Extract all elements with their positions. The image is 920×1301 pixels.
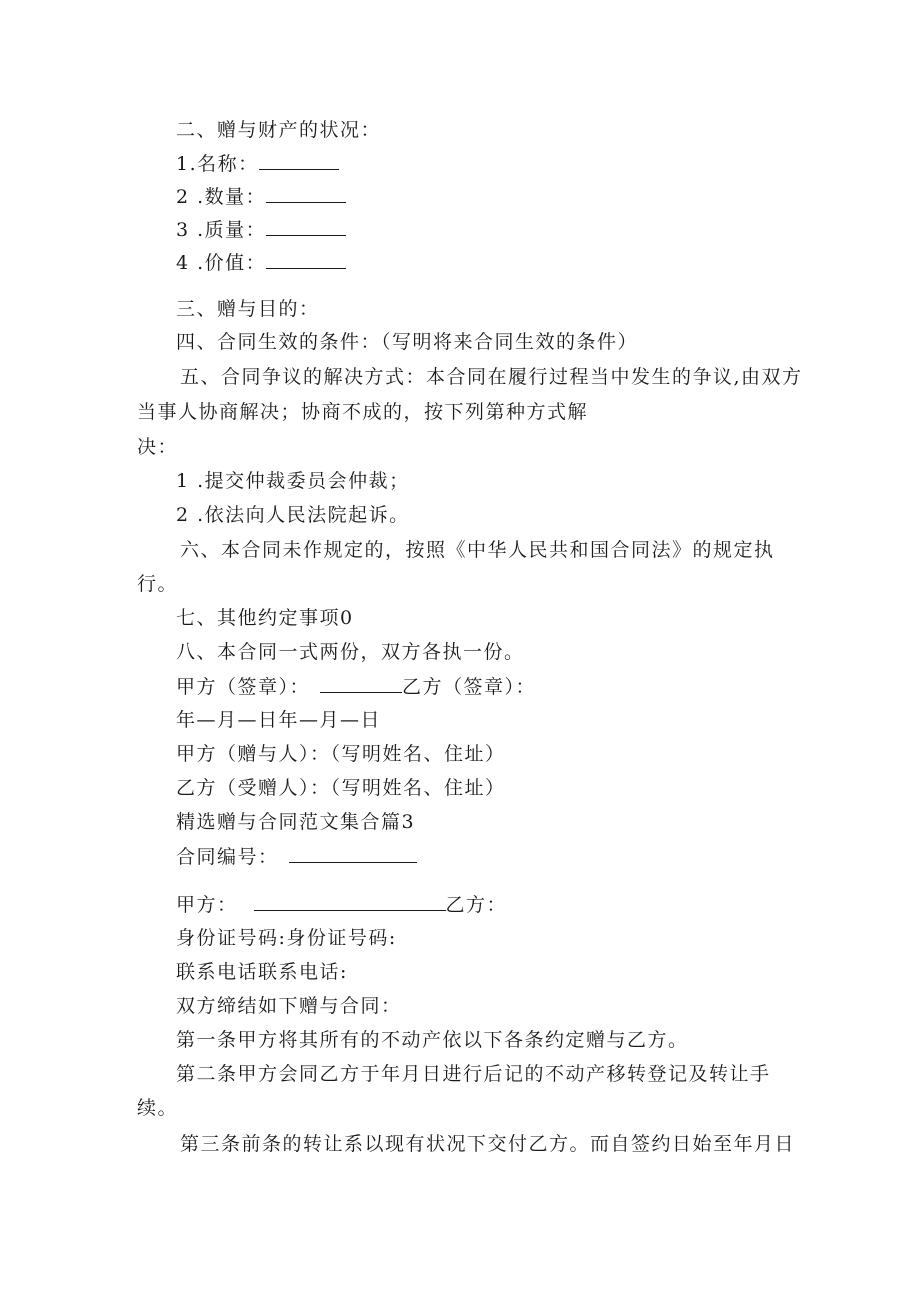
section-6-line-1: 六、本合同未作规定的，按照《中华人民共和国合同法》的规定执 [180,539,775,561]
section-4-title: 四、合同生效的条件：（写明将来合同生效的条件） [176,331,639,353]
property-quantity-row [176,183,346,210]
id-number-line: 身份证号码:身份证号码: [176,927,397,949]
property-name-row [176,150,339,177]
section-7-title: 七、其他约定事项0 [176,607,354,629]
property-name-label: 1.名称： [176,153,259,175]
property-quantity-blank [266,183,346,203]
article-2-line-2: 续。 [137,1097,179,1119]
contract-number-label: 合同编号： [176,846,279,868]
section-5-line-2: 当事人协商解决；协商不成的，按下列第种方式解 [137,401,589,423]
property-quality-row [176,216,346,243]
party-a-blank [254,891,446,911]
section-5-line-3: 决： [137,436,179,458]
section-5-line-1: 五、合同争议的解决方式：本合同在履行过程当中发生的争议,由双方 [180,366,803,388]
contract-number-row [176,843,417,870]
property-quantity-label: 2 .数量： [176,186,267,208]
parties-row [176,891,507,918]
article-3: 第三条前条的转让系以现有状况下交付乙方。而自签约日始至年月日 [180,1133,796,1155]
article-1: 第一条甲方将其所有的不动产依以下各条约定赠与乙方。 [176,1029,689,1051]
party-a-seal-blank [320,673,402,693]
section-6-line-2: 行。 [137,573,179,595]
property-value-blank [266,249,346,269]
party-a-label: 甲方： [176,894,238,916]
dispute-option-2: 2 .依法向人民法院起诉。 [176,504,410,526]
property-quality-label: 3 .质量： [176,219,267,241]
signature-dates: 年—月—日年—月—日 [176,709,382,731]
donor-line: 甲方（赠与人）：（写明姓名、住址） [176,743,506,765]
dispute-option-1: 1 .提交仲裁委员会仲裁； [176,470,410,492]
phone-line: 联系电话联系电话: [176,961,348,983]
signature-row [176,673,536,700]
contract-number-blank [289,843,417,863]
section-2-title: 二、赠与财产的状况： [176,119,382,141]
contract-3-title: 精选赠与合同范文集合篇3 [176,811,416,833]
party-a-seal-label: 甲方（签章）： [176,676,311,698]
property-value-label: 4 .价值： [176,252,267,274]
donee-line: 乙方（受赠人）：（写明姓名、住址） [176,777,506,799]
section-3-title: 三、赠与目的： [176,298,320,320]
contract-intro: 双方缔结如下赠与合同： [176,995,402,1017]
article-2-line-1: 第二条甲方会同乙方于年月日进行后记的不动产移转登记及转让手 [176,1063,771,1085]
property-value-row [176,249,346,276]
party-b-label: 乙方： [445,894,508,916]
property-name-blank [259,150,339,170]
property-quality-blank [266,216,346,236]
section-8-title: 八、本合同一式两份，双方各执一份。 [176,641,525,663]
party-b-seal-label: 乙方（签章）： [402,676,537,698]
